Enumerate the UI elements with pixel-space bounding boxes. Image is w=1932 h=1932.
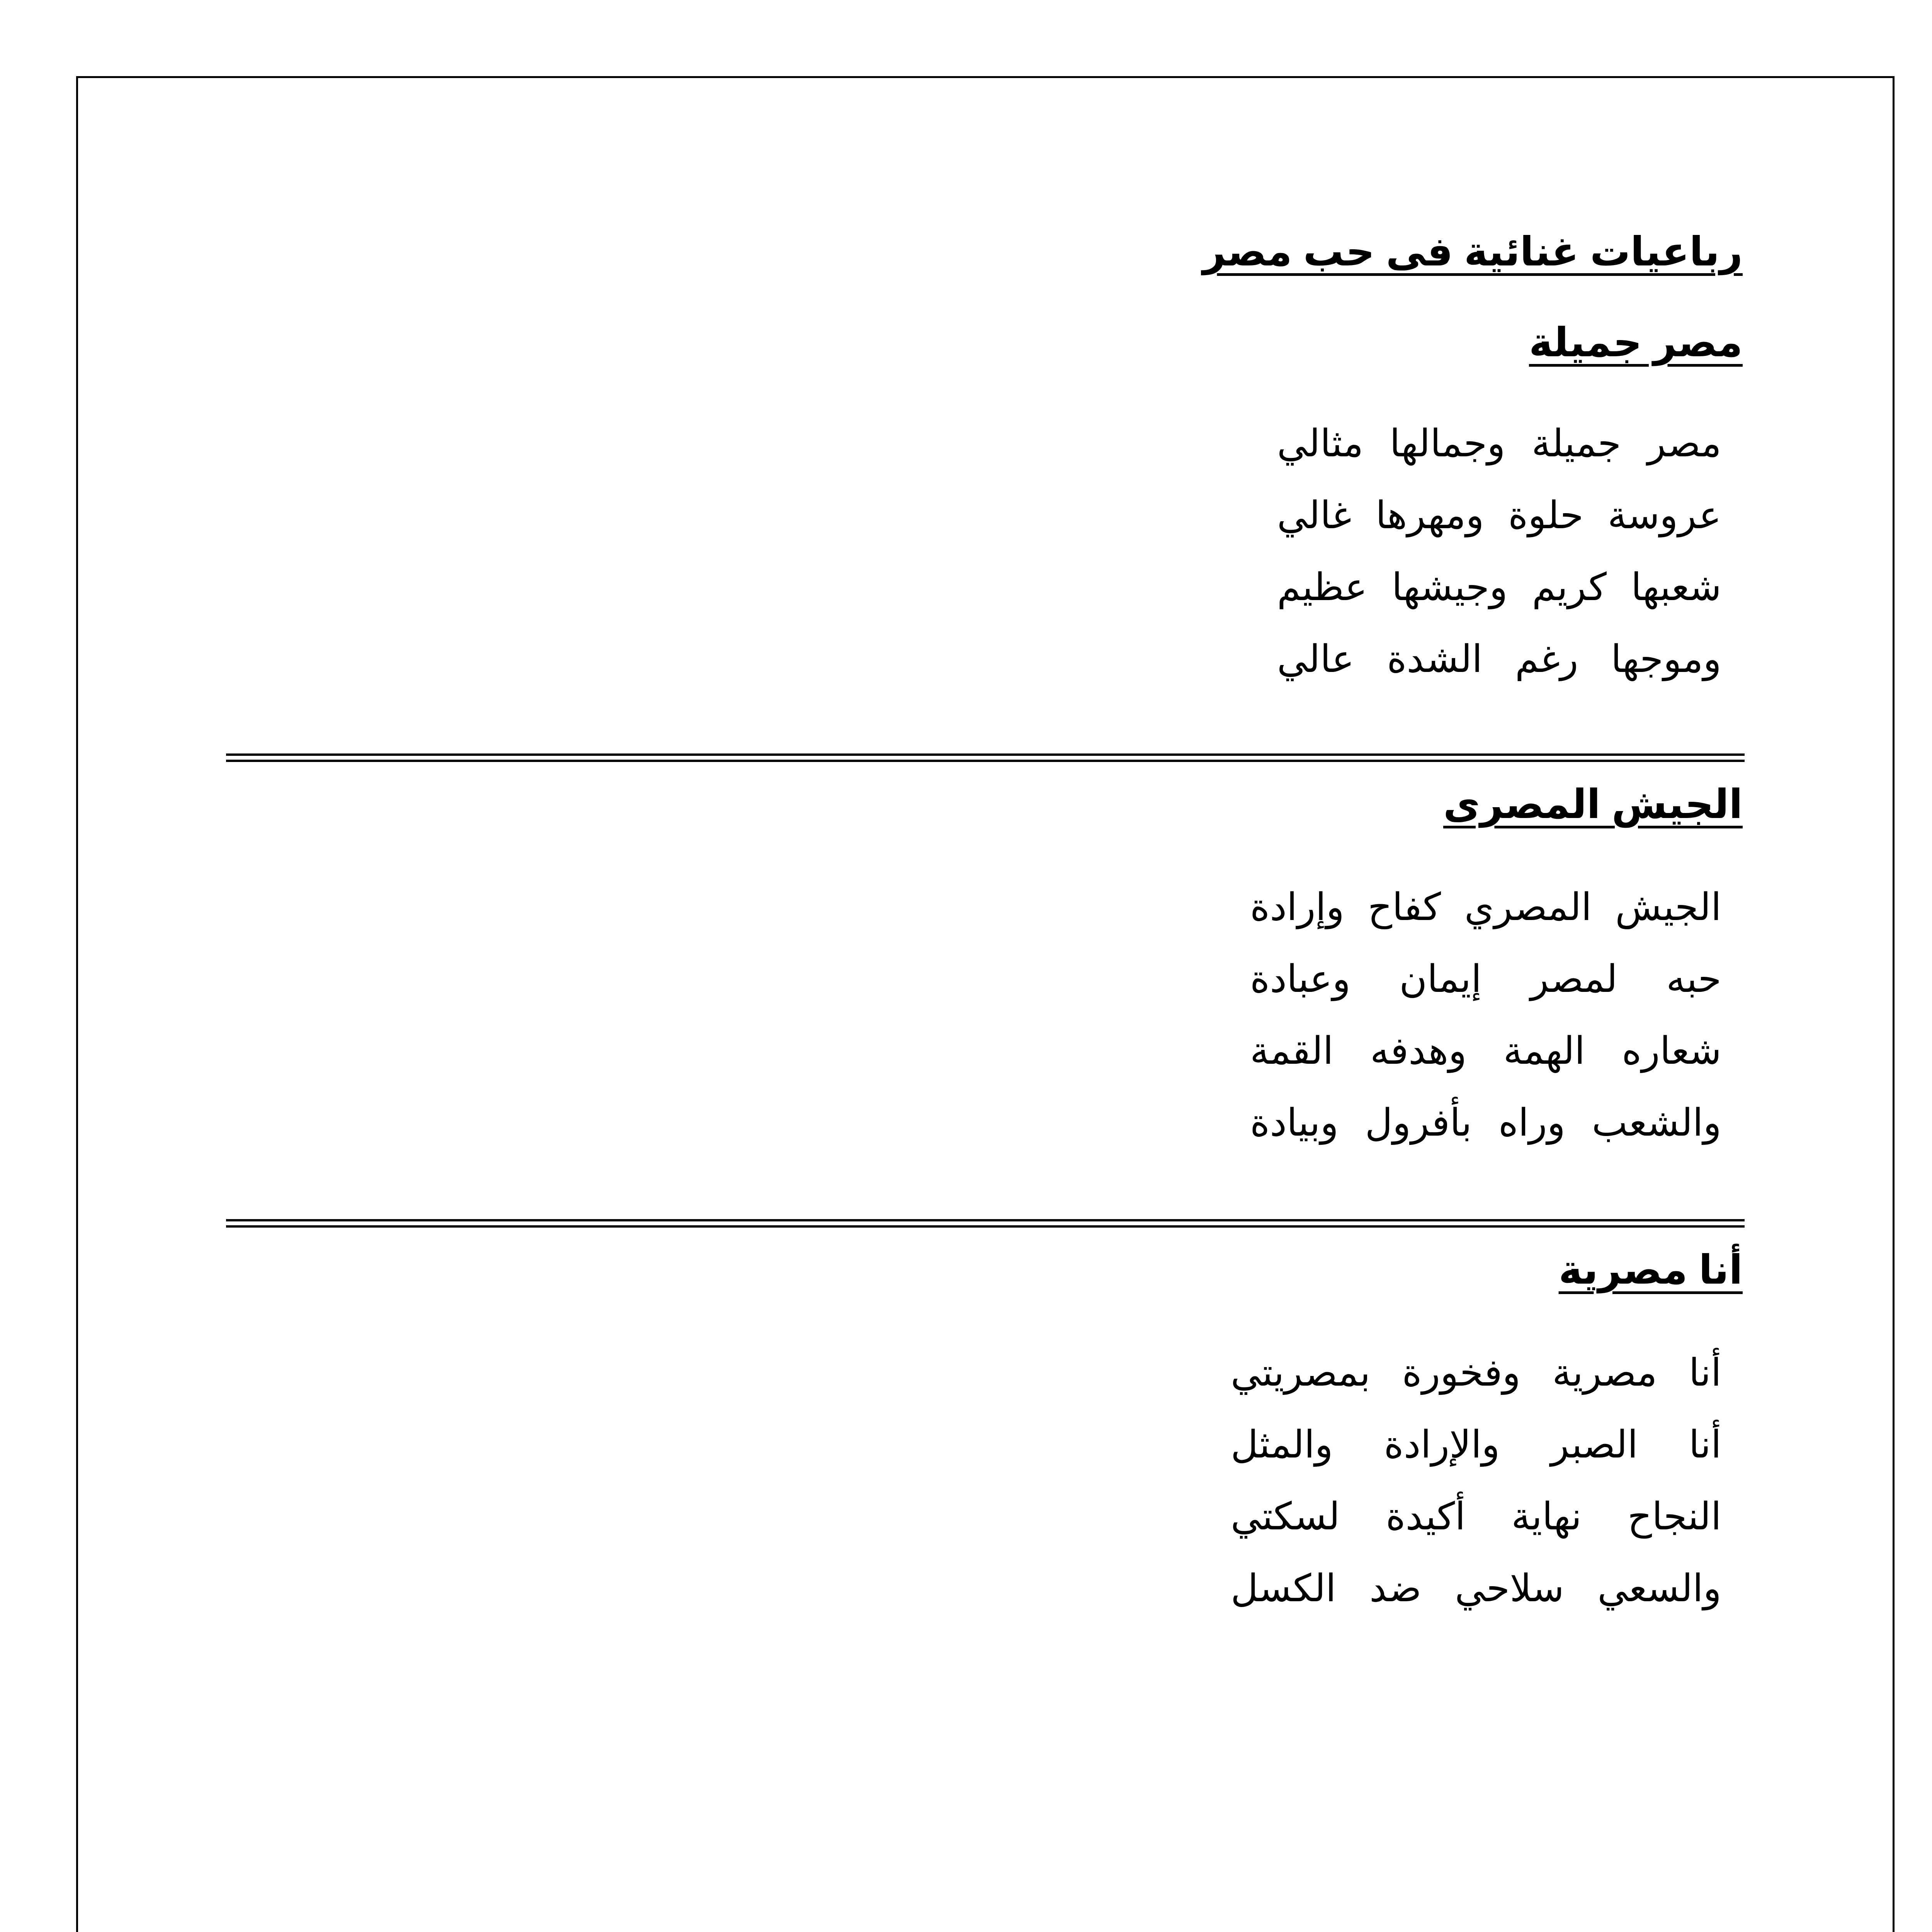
verse-line: أنا الصبر والإرادة والمثل — [1231, 1423, 1721, 1467]
stanza-3 — [1231, 1337, 1721, 1624]
verse-line: الجيش المصري كفاح وإرادة — [1250, 885, 1721, 929]
section-divider — [226, 1219, 1745, 1228]
verse-line: النجاح نهاية أكيدة لسكتي — [1231, 1495, 1721, 1539]
verse-line: حبه لمصر إيمان وعبادة — [1250, 957, 1721, 1001]
stanza-2 — [1250, 871, 1721, 1159]
section-title-2: الجيش المصرى — [1443, 782, 1743, 827]
verse-line: شعبها كريم وجيشها عظيم — [1277, 565, 1721, 609]
verse-line: عروسة حلوة ومهرها غالي — [1277, 493, 1721, 537]
verse-line: والسعي سلاحي ضد الكسل — [1231, 1566, 1721, 1611]
section-divider — [226, 753, 1745, 762]
verse-line: مصر جميلة وجمالها مثالي — [1277, 422, 1721, 466]
document-title: رباعيات غنائية فى حب مصر — [1202, 230, 1743, 274]
verse-line: أنا مصرية وفخورة بمصريتي — [1231, 1351, 1721, 1395]
verse-line: وموجها رغم الشدة عالي — [1277, 637, 1721, 681]
stanza-1 — [1277, 408, 1721, 695]
verse-line: شعاره الهمة وهدفه القمة — [1250, 1029, 1721, 1073]
section-title-1: مصر جميلة — [1529, 320, 1743, 365]
verse-line: والشعب وراه بأفرول وبيادة — [1250, 1101, 1721, 1145]
section-title-3: أنا مصرية — [1558, 1248, 1743, 1293]
